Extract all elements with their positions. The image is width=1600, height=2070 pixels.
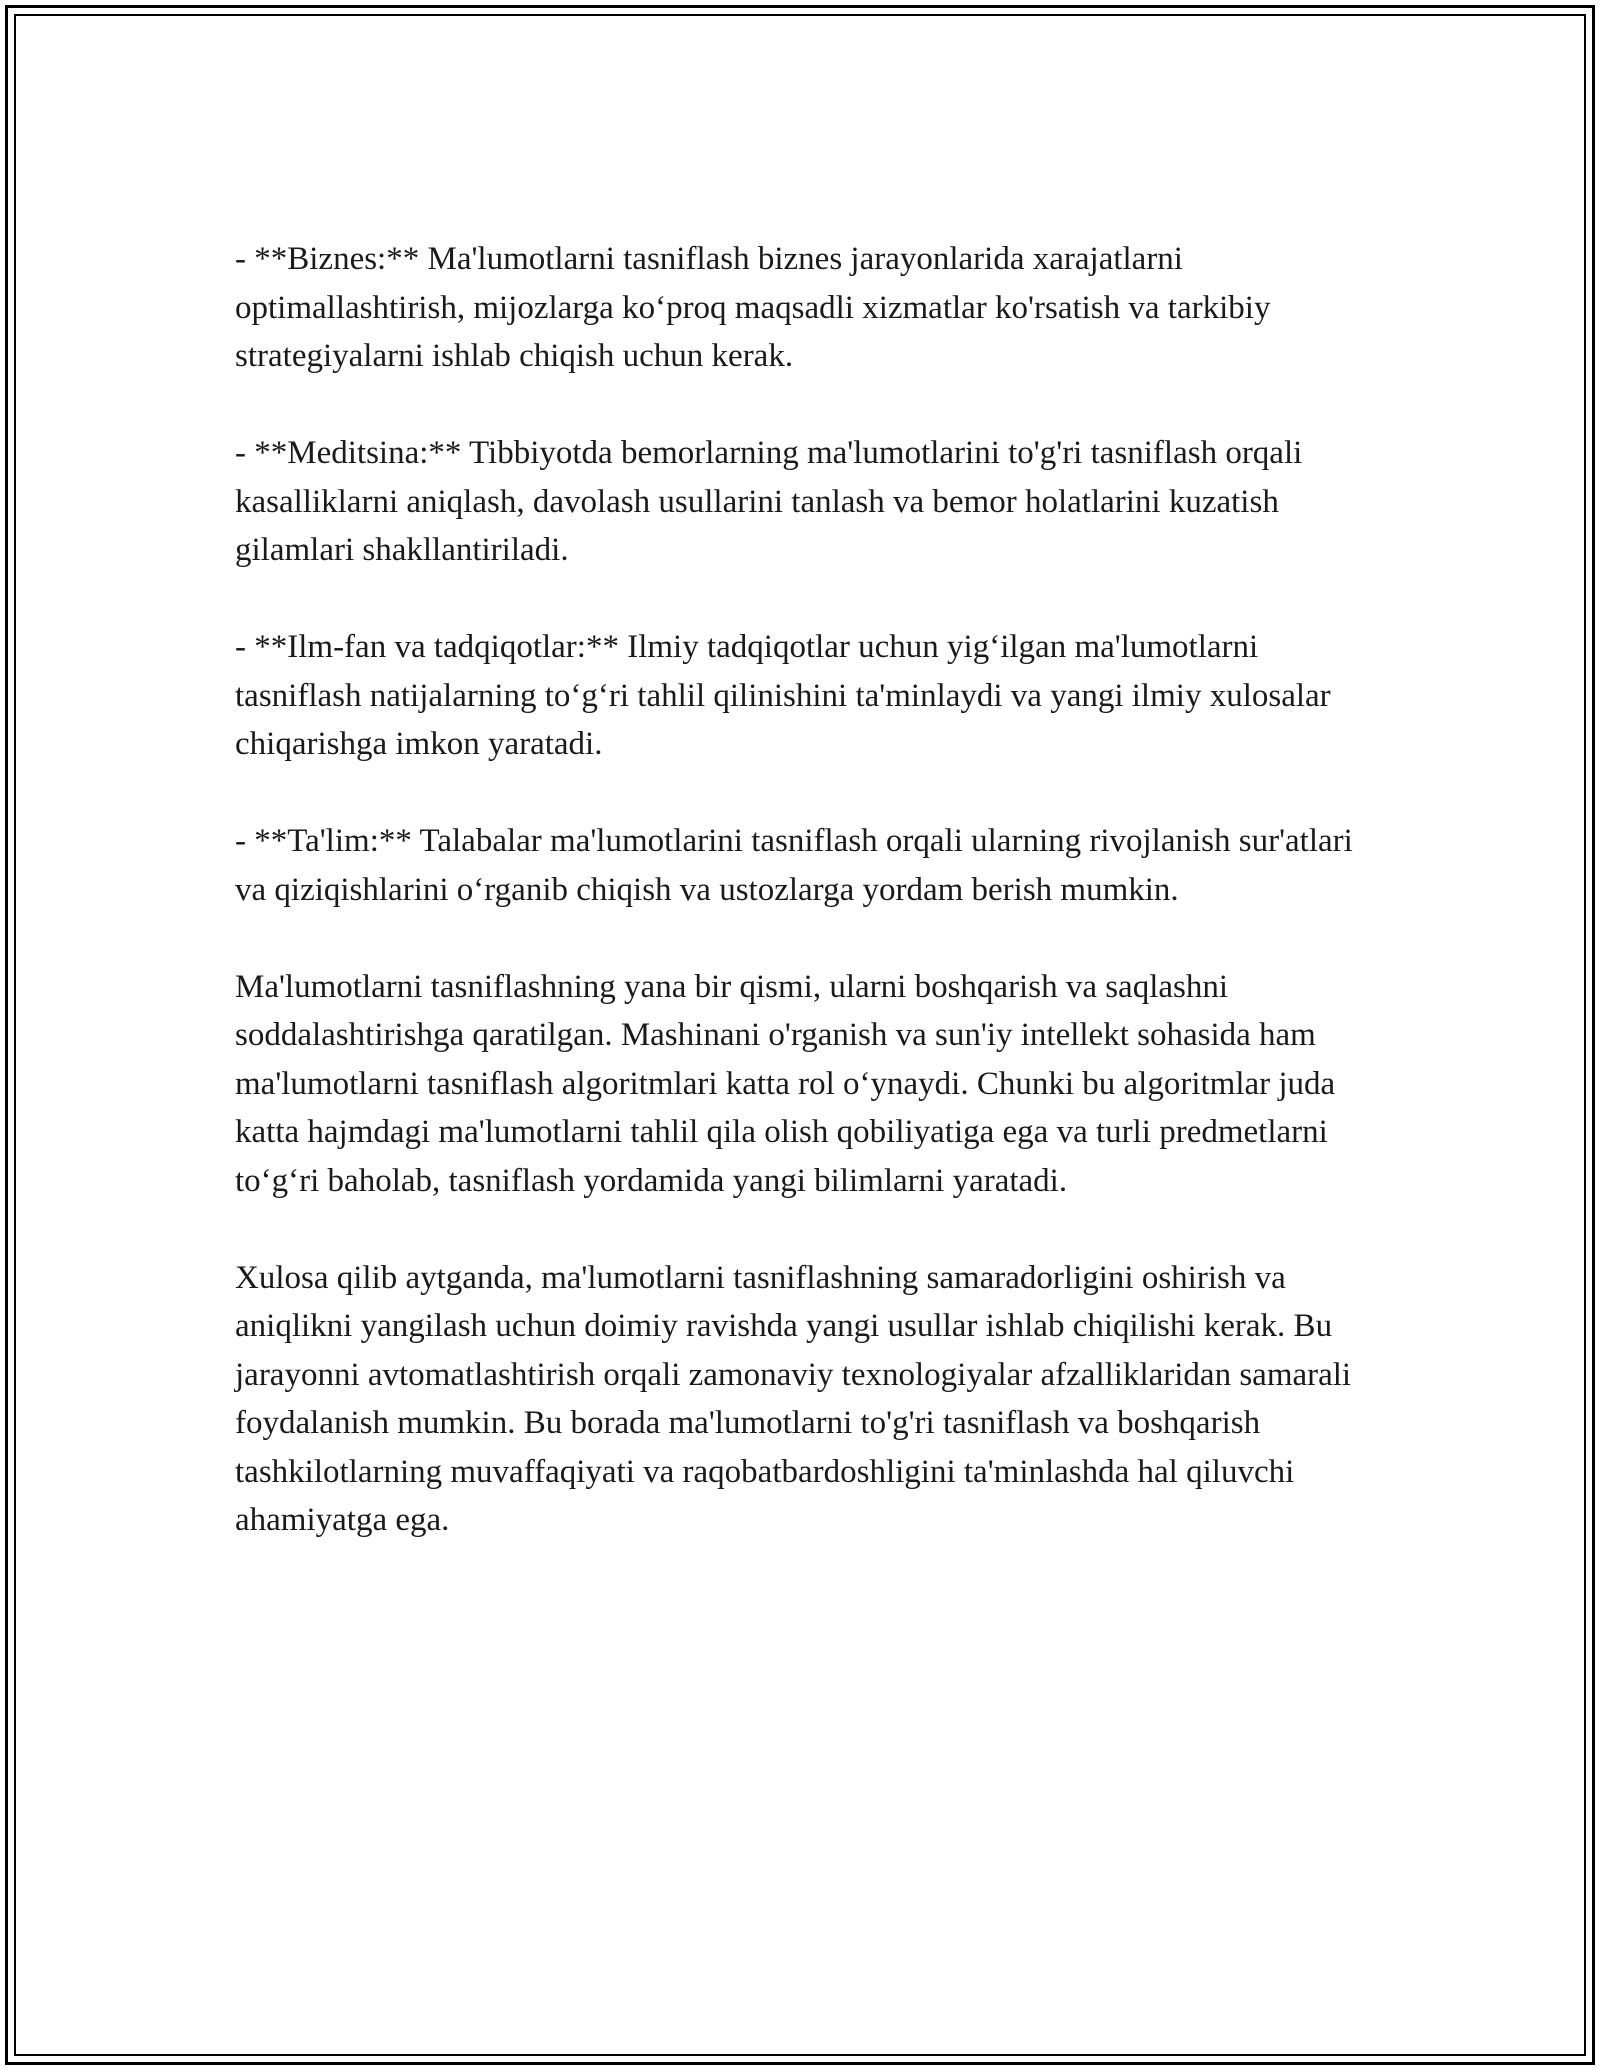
paragraph-talim: - **Ta'lim:** Talabalar ma'lumotlarini tasniflash orqali ularning rivojlanish sur'atlari va qiziqishlarini o‘rganib chiqish va ustozlarga yordam berish mumkin. xyxy=(235,823,1353,908)
paragraph-xulosa: Xulosa qilib aytganda, ma'lumotlarni tasniflashning samaradorligini oshirish va aniqlikni yangilash uchun doimiy ravishda yangi usullar ishlab chiqilishi kerak. Bu jarayonni avtomatlashtirish orqali zamonaviy texnologiyalar afzalliklaridan samarali foydalanish mumkin. Bu borada ma'lumotlarni to'g'ri tasniflash va boshqarish tashkilotlarning muvaffaqiyati va raqobatbardoshligini ta'minlashda hal qiluvchi ahamiyatga ega. xyxy=(235,1259,1352,1538)
paragraph-meditsina: - **Meditsina:** Tibbiyotda bemorlarning ma'lumotlarini to'g'ri tasniflash orqali kasalliklarni aniqlash, davolash usullarini tanlash va bemor holatlarini kuzatish gilamlari shakllantiriladi. xyxy=(235,435,1303,568)
paragraph-boshqarish: Ma'lumotlarni tasniflashning yana bir qismi, ularni boshqarish va saqlashni soddalashtirishga qaratilgan. Mashinani o'rganish va sun'iy intellekt sohasida ham ma'lumotlarni tasniflash algoritmlari katta rol o‘ynaydi. Chunki bu algoritmlar juda katta hajmdagi ma'lumotlarni tahlil qila olish qobiliyatiga ega va turli predmetlarni to‘g‘ri baholab, tasniflash yordamida yangi bilimlarni yaratadi. xyxy=(235,968,1336,1199)
paragraph-biznes: - **Biznes:** Ma'lumotlarni tasniflash biznes jarayonlarida xarajatlarni optimallashtirish, mijozlarga ko‘proq maqsadli xizmatlar ko'rsatish va tarkibiy strategiyalarni ishlab chiqish uchun kerak. xyxy=(235,241,1271,374)
paragraph-ilm-fan: - **Ilm-fan va tadqiqotlar:** Ilmiy tadqiqotlar uchun yig‘ilgan ma'lumotlarni tasniflash natijalarning to‘g‘ri tahlil qilinishini ta'minlaydi va yangi ilmiy xulosalar chiqarishga imkon yaratadi. xyxy=(235,629,1331,762)
document-body xyxy=(235,235,1375,1593)
